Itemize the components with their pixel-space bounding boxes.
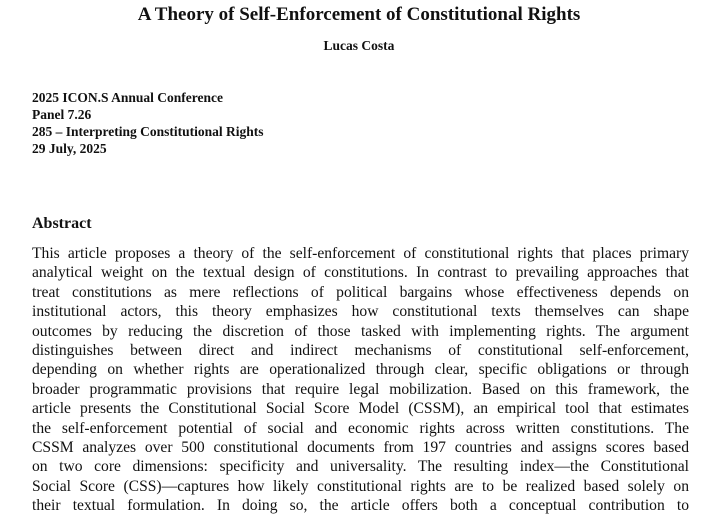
abstract-line: institutional actors, this theory emphasizes how constitutional texts themselves can shape bbox=[32, 303, 689, 321]
conference-date: 29 July, 2025 bbox=[32, 141, 107, 156]
abstract-line: distinguishes between direct and indirect mechanisms of constitutional self-enforcement, bbox=[32, 341, 689, 359]
abstract-line: CSSM analyzes over 500 constitutional documents from 197 countries and assigns scores based bbox=[32, 438, 689, 456]
abstract-line: broader programmatic provisions that require legal mobilization. Based on this framework, the bbox=[32, 380, 689, 398]
conference-info bbox=[32, 89, 432, 157]
abstract-line: treat constitutions as mere reflections of political bargains whose effectiveness depends on bbox=[32, 283, 689, 301]
abstract-line: outcomes by reducing the discretion of those tasked with implementing rights. The argument bbox=[32, 322, 689, 340]
abstract-line: the self-enforcement potential of social and economic rights across written constitutions. The bbox=[32, 419, 689, 437]
session-title: 285 – Interpreting Constitutional Rights bbox=[32, 124, 264, 139]
abstract-text bbox=[32, 244, 689, 515]
abstract-line: on two core dimensions: specificity and universality. The resulting index—the Constitutional bbox=[32, 458, 689, 476]
abstract-heading: Abstract bbox=[32, 215, 92, 232]
conference-name: 2025 ICON.S Annual Conference bbox=[32, 90, 224, 105]
abstract-line: article presents the Constitutional Social Score Model (CSSM), an empirical tool that estimates bbox=[32, 400, 689, 418]
abstract-line: Social Score (CSS)—captures how likely constitutional rights are to be realized based solely on bbox=[32, 477, 689, 495]
abstract-line: This article proposes a theory of the self-enforcement of constitutional rights that places primary bbox=[32, 245, 689, 262]
author-name: Lucas Costa bbox=[323, 38, 395, 53]
paper-title: A Theory of Self-Enforcement of Constitutional Rights bbox=[137, 4, 581, 25]
abstract-line: depending on whether rights are operationalized through clear, specific obligations or through bbox=[32, 361, 689, 379]
abstract-line: analytical weight on the textual design of constitutions. In contrast to prevailing approaches that bbox=[32, 264, 689, 282]
panel-number: Panel 7.26 bbox=[32, 107, 92, 122]
abstract-line: their textual formulation. In doing so, the article offers both a conceptual contribution to bbox=[32, 497, 689, 515]
